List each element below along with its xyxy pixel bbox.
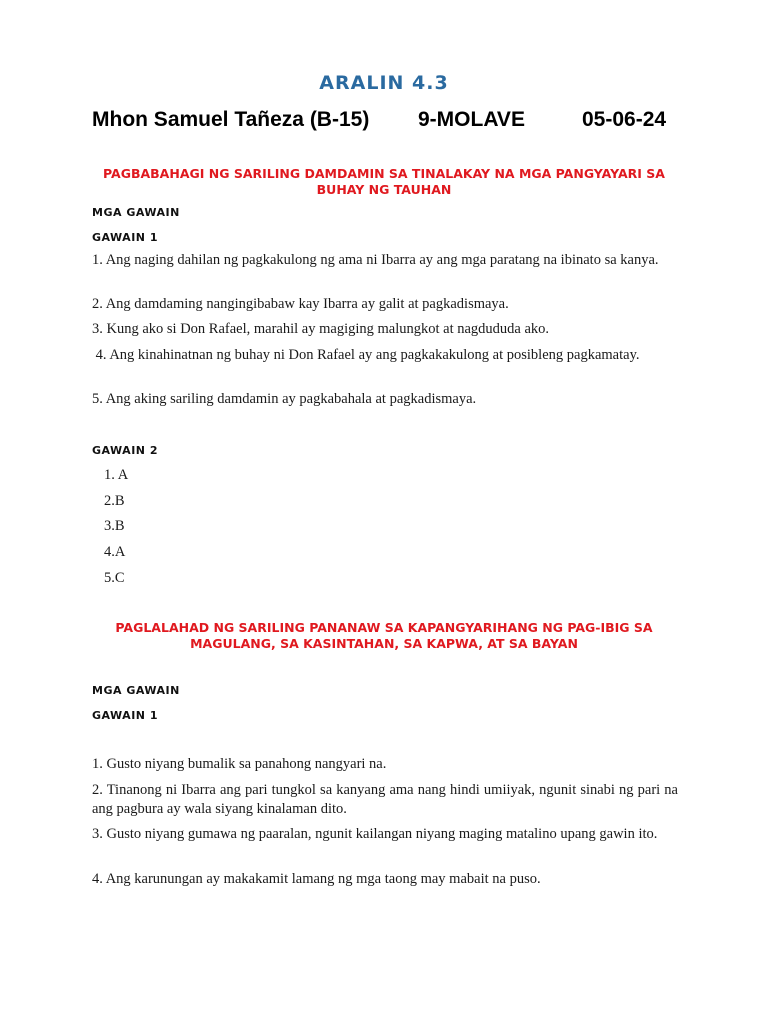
part1-heading: PAGBABAHAGI NG SARILING DAMDAMIN SA TINALAKAY NA MGA PANGYAYARI SA BUHAY NG TAUHAN bbox=[103, 166, 665, 197]
part1-activities-label: MGA GAWAIN bbox=[92, 206, 180, 219]
part2-gawain1-item: 3. Gusto niyang gumawa ng paaralan, ngunit kailangan niyang maging matalino upang gawin ito. bbox=[92, 826, 658, 842]
gawain2-answer: 4.A bbox=[104, 544, 126, 560]
part2-gawain1-label: GAWAIN 1 bbox=[92, 709, 158, 722]
student-section: 9-MOLAVE bbox=[418, 108, 525, 131]
part2-gawain1-item: 4. Ang karunungan ay makakamit lamang ng mga taong may mabait na puso. bbox=[92, 871, 541, 887]
part2-heading: PAGLALAHAD NG SARILING PANANAW SA KAPANGYARIHANG NG PAG-IBIG SA MAGULANG, SA KASINTAHAN, SA KAPWA, AT SA BAYAN bbox=[115, 620, 653, 651]
part1-gawain1-item: 4. Ang kinahinatnan ng buhay ni Don Rafael ay ang pagkakakulong at posibleng pagkamatay. bbox=[92, 347, 640, 363]
part1-gawain1-item: 2. Ang damdaming nangingibabaw kay Ibarra ay galit at pagkadismaya. bbox=[92, 296, 509, 312]
part1-gawain1-item: 1. Ang naging dahilan ng pagkakulong ng ama ni Ibarra ay ang mga paratang na ibinato sa kanya. bbox=[92, 252, 659, 268]
part1-gawain1-label: GAWAIN 1 bbox=[92, 231, 158, 244]
gawain2-answer: 2.B bbox=[104, 493, 125, 509]
gawain2-answer: 5.C bbox=[104, 570, 125, 586]
part2-activities-label: MGA GAWAIN bbox=[92, 684, 180, 697]
lesson-title: ARALIN 4.3 bbox=[319, 72, 449, 94]
part1-gawain1-item: 3. Kung ako si Don Rafael, marahil ay magiging malungkot at nagdududa ako. bbox=[92, 321, 550, 337]
submission-date: 05-06-24 bbox=[582, 108, 667, 131]
gawain2-answer: 3.B bbox=[104, 518, 125, 534]
gawain2-answer: 1. A bbox=[104, 467, 129, 483]
part1-gawain2-label: GAWAIN 2 bbox=[92, 444, 158, 457]
part2-gawain1-item: 2. Tinanong ni Ibarra ang pari tungkol sa kanyang ama nang hindi umiiyak, ngunit sinabi ng pari na ang pagbura ay wala siyang kinalaman dito. bbox=[92, 782, 678, 817]
part1-gawain1-item: 5. Ang aking sariling damdamin ay pagkabahala at pagkadismaya. bbox=[92, 391, 477, 407]
student-name: Mhon Samuel Tañeza (B-15) bbox=[92, 108, 370, 131]
part2-gawain1-item: 1. Gusto niyang bumalik sa panahong nangyari na. bbox=[92, 756, 387, 772]
